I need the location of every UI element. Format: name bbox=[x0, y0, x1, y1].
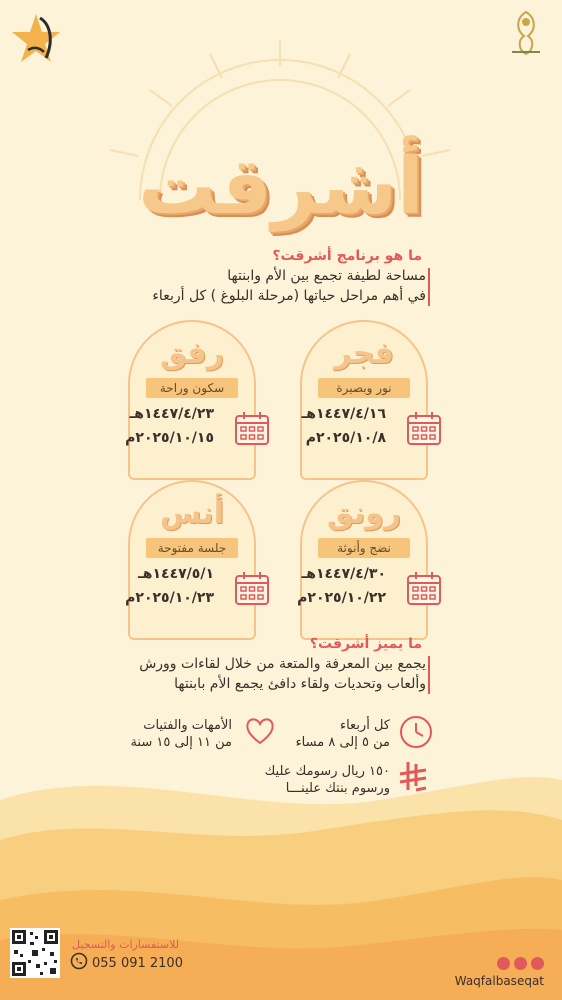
features-text bbox=[16, 654, 426, 695]
session-subtitle: سكون وراحة bbox=[146, 378, 238, 398]
session-gregorian-date: ٢٠٢٥/١٠/٢٣م bbox=[125, 590, 214, 606]
heart-icon bbox=[244, 716, 276, 746]
intro-line: في أهم مراحل حياتها (مرحلة البلوغ ) كل أربعاء bbox=[152, 288, 426, 305]
twitter-icon[interactable] bbox=[514, 957, 527, 970]
session-card-fajr bbox=[300, 320, 428, 480]
qr-code[interactable] bbox=[10, 928, 60, 978]
social-icons bbox=[493, 955, 544, 974]
time-day: كل أربعاء bbox=[339, 718, 390, 733]
star-logo bbox=[10, 12, 62, 68]
calendar-icon bbox=[406, 410, 442, 446]
time-hours: من ٥ إلى ٨ مساء bbox=[295, 734, 390, 750]
session-card-uns bbox=[125, 480, 256, 640]
program-title: أشرقت bbox=[138, 142, 424, 232]
accent-bar bbox=[428, 656, 430, 694]
riyal-icon bbox=[398, 760, 428, 794]
session-gregorian-date: ٢٠٢٥/١٠/١٥م bbox=[125, 430, 214, 446]
fee-mother: ١٥٠ ريال رسومك عليك bbox=[264, 764, 390, 779]
features-line: يجمع بين المعرفة والمتعة من خلال لقاءات وورش bbox=[139, 656, 426, 672]
calendar-icon bbox=[406, 570, 442, 606]
features-line: وألعاب وتحديات ولقاء دافئ يجمع الأم بابنتها bbox=[174, 676, 426, 693]
session-hijri-date: ١٤٤٧/٤/١٦هـ bbox=[301, 406, 386, 422]
session-subtitle: نور وبصيرة bbox=[318, 378, 410, 398]
intro-text bbox=[46, 266, 426, 307]
instagram-icon[interactable] bbox=[497, 957, 510, 970]
section-heading-features: ما يميز أشرقت؟ bbox=[309, 636, 422, 652]
snapchat-icon[interactable] bbox=[531, 957, 544, 970]
clock-icon bbox=[398, 714, 434, 750]
whatsapp-icon[interactable] bbox=[70, 952, 88, 970]
session-name: رفق bbox=[160, 336, 224, 371]
session-subtitle: نضج وأنوثة bbox=[318, 538, 410, 558]
session-card-rawnaq bbox=[297, 480, 428, 640]
audience-age: من ١١ إلى ١٥ سنة bbox=[130, 734, 232, 750]
session-hijri-date: ١٤٤٧/٥/١هـ bbox=[138, 566, 214, 582]
session-card-rifq bbox=[125, 320, 256, 480]
social-handle[interactable]: Waqfalbaseqat bbox=[454, 974, 544, 988]
session-hijri-date: ١٤٤٧/٤/٣٠هـ bbox=[301, 566, 386, 582]
fee-daughter: ورسوم بنتك علينـــا bbox=[285, 780, 390, 796]
session-subtitle: جلسة مفتوحة bbox=[146, 538, 238, 558]
accent-bar bbox=[428, 268, 430, 306]
section-heading-what-is: ما هو برنامج أشرقت؟ bbox=[272, 248, 422, 264]
session-gregorian-date: ٢٠٢٥/١٠/٢٢م bbox=[297, 590, 386, 606]
phone-number[interactable]: 055 091 2100 bbox=[92, 956, 183, 971]
audience-who: الأمهات والفتيات bbox=[143, 718, 232, 733]
intro-line: مساحة لطيفة تجمع بين الأم وابنتها bbox=[227, 268, 426, 284]
session-gregorian-date: ٢٠٢٥/١٠/٨م bbox=[305, 430, 386, 446]
calendar-icon bbox=[234, 410, 270, 446]
calendar-icon bbox=[234, 570, 270, 606]
contact-label: للاستفسارات والتسجيل bbox=[72, 938, 180, 951]
session-name: فجر bbox=[334, 336, 394, 371]
organization-logo bbox=[502, 8, 550, 78]
session-hijri-date: ١٤٤٧/٤/٢٣هـ bbox=[129, 406, 214, 422]
session-name: رونق bbox=[326, 496, 402, 531]
session-name: أنس bbox=[160, 496, 224, 531]
audience-info bbox=[102, 718, 232, 752]
fee-info bbox=[210, 764, 390, 798]
